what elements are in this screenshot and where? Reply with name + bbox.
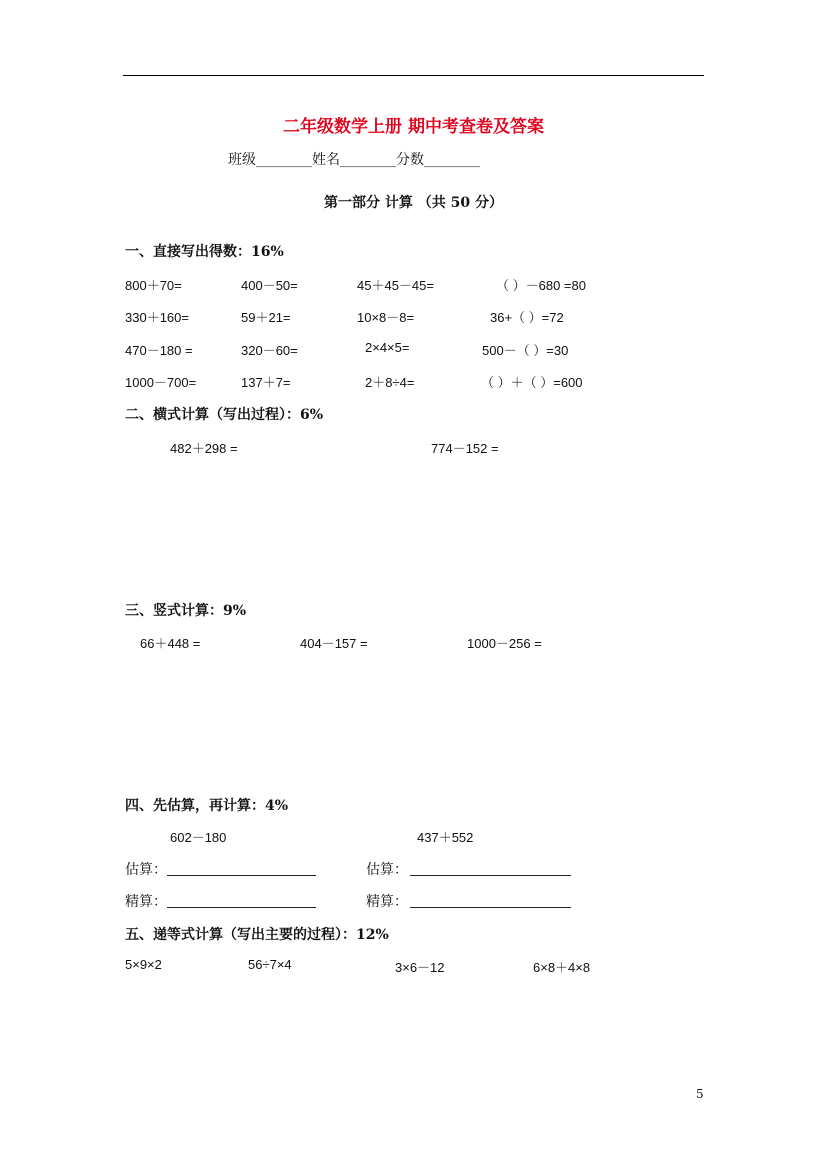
s1-item: （ ）－680 =80: [496, 278, 586, 293]
s1-item: 10×8－8=: [357, 310, 415, 325]
s1-item: 1000－700=: [125, 375, 197, 390]
s5-item: 3×6－12: [395, 960, 445, 975]
section-1-title: 一、直接写出得数：16%: [125, 244, 284, 260]
exact-label: 精算：: [366, 894, 408, 910]
exam-title: 二年级数学上册 期中考查卷及答案: [283, 117, 544, 137]
s5-item: 5×9×2: [125, 957, 162, 972]
s1-item: 2×4×5=: [365, 340, 410, 355]
s1-item: 330＋160=: [125, 310, 189, 325]
s1-item: 2＋8÷4=: [365, 375, 415, 390]
s1-item: 320－60=: [241, 343, 298, 358]
section-3-title: 三、竖式计算：9%: [125, 603, 247, 619]
estimate-label: 估算：: [125, 862, 167, 878]
student-info-line: 班级________姓名________分数________: [228, 152, 480, 168]
s4-item: 602－180: [170, 830, 227, 845]
s2-item: 482＋298 =: [170, 441, 238, 456]
estimate-answer-line[interactable]: [410, 875, 571, 876]
s5-item: 6×8＋4×8: [533, 960, 591, 975]
s1-item: 36+（ ）=72: [490, 310, 564, 325]
exact-answer-line[interactable]: [410, 907, 571, 908]
s1-item: （ ）＋（ ）=600: [481, 375, 583, 390]
estimate-answer-line[interactable]: [167, 875, 316, 876]
s1-item: 800＋70=: [125, 278, 182, 293]
s1-item: 500－（ ）=30: [482, 343, 569, 358]
s1-item: 45＋45－45=: [357, 278, 434, 293]
s2-item: 774－152 =: [431, 441, 499, 456]
section-4-title: 四、先估算，再计算：4%: [125, 798, 289, 814]
section-5-title: 五、递等式计算（写出主要的过程）：12%: [125, 927, 389, 943]
part-title: 第一部分 计算 （共 50 分）: [324, 195, 503, 211]
exact-label: 精算：: [125, 894, 167, 910]
s4-item: 437＋552: [417, 830, 474, 845]
s3-item: 1000－256 =: [467, 636, 542, 651]
section-2-title: 二、横式计算（写出过程）：6%: [125, 407, 324, 423]
s1-item: 59＋21=: [241, 310, 291, 325]
s1-item: 470－180 =: [125, 343, 193, 358]
header-rule: [123, 75, 704, 76]
s1-item: 137＋7=: [241, 375, 291, 390]
s5-item: 56÷7×4: [248, 957, 292, 972]
estimate-label: 估算：: [366, 862, 408, 878]
exact-answer-line[interactable]: [167, 907, 316, 908]
s1-item: 400－50=: [241, 278, 298, 293]
s3-item: 66＋448 =: [140, 636, 201, 651]
page-number: 5: [696, 1087, 704, 1101]
s3-item: 404－157 =: [300, 636, 368, 651]
